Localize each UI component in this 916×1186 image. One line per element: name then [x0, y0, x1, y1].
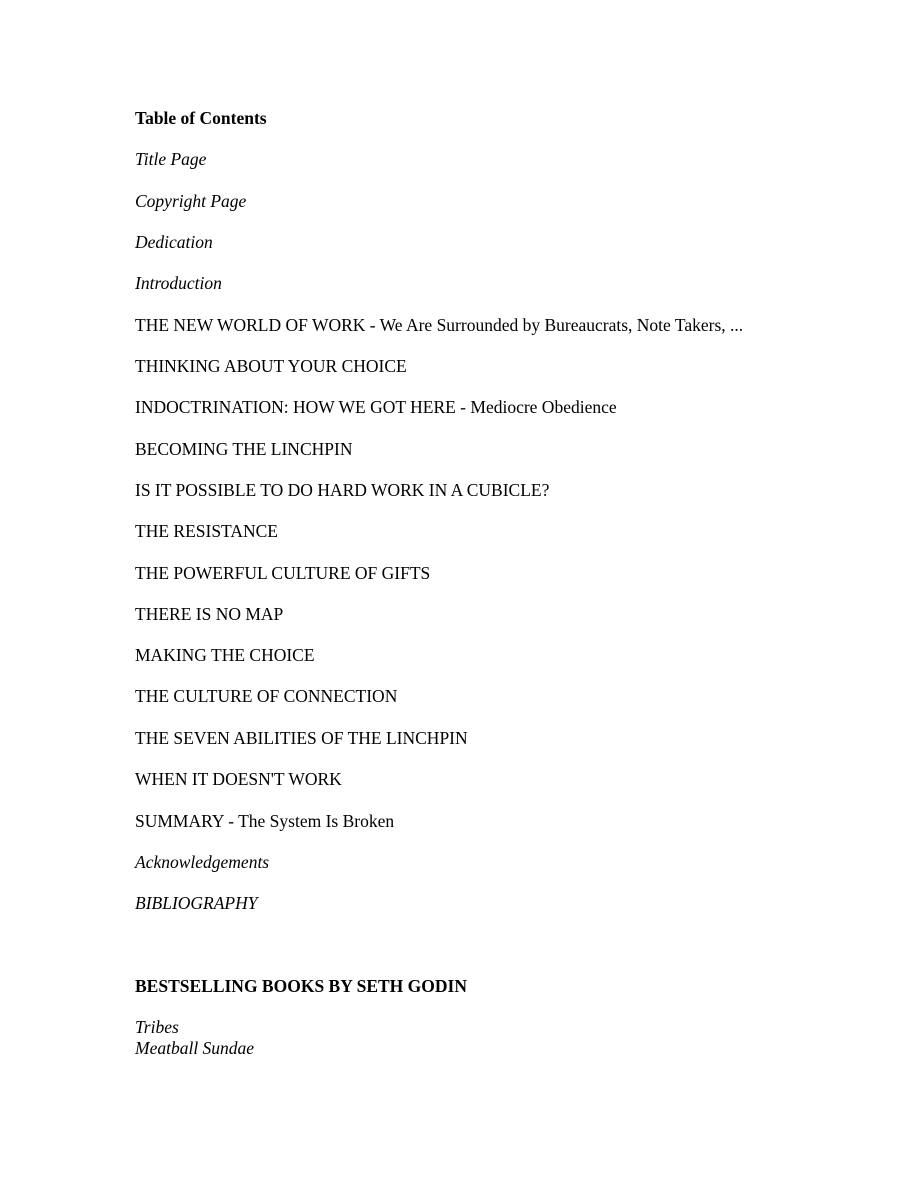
toc-entry-there-is-no-map[interactable]: THERE IS NO MAP	[135, 604, 284, 624]
toc-entry-hard-work-in-cubicle[interactable]: IS IT POSSIBLE TO DO HARD WORK IN A CUBICLE?	[135, 480, 550, 500]
bestselling-heading: BESTSELLING BOOKS BY SETH GODIN	[135, 976, 467, 996]
toc-entry-acknowledgements[interactable]: Acknowledgements	[135, 852, 270, 872]
toc-heading: Table of Contents	[135, 108, 267, 128]
toc-entry-dedication[interactable]: Dedication	[135, 232, 213, 252]
toc-entry-seven-abilities[interactable]: THE SEVEN ABILITIES OF THE LINCHPIN	[135, 728, 468, 748]
toc-entry-culture-of-connection[interactable]: THE CULTURE OF CONNECTION	[135, 686, 398, 706]
book-title-meatball-sundae: Meatball Sundae	[135, 1038, 255, 1058]
toc-entry-thinking-about-your-choice[interactable]: THINKING ABOUT YOUR CHOICE	[135, 356, 407, 376]
toc-entry-making-the-choice[interactable]: MAKING THE CHOICE	[135, 645, 315, 665]
toc-entry-title-page[interactable]: Title Page	[135, 149, 207, 169]
toc-entry-culture-of-gifts[interactable]: THE POWERFUL CULTURE OF GIFTS	[135, 563, 431, 583]
toc-entry-introduction[interactable]: Introduction	[135, 273, 222, 293]
toc-entry-indoctrination[interactable]: INDOCTRINATION: HOW WE GOT HERE - Mediocre Obedience	[135, 397, 617, 417]
toc-entry-bibliography[interactable]: BIBLIOGRAPHY	[135, 893, 258, 913]
toc-entry-copyright-page[interactable]: Copyright Page	[135, 191, 247, 211]
book-title-tribes: Tribes	[135, 1017, 179, 1037]
toc-entry-new-world-of-work[interactable]: THE NEW WORLD OF WORK - We Are Surrounded by Bureaucrats, Note Takers, ...	[135, 315, 744, 335]
toc-entry-summary[interactable]: SUMMARY - The System Is Broken	[135, 811, 395, 831]
toc-entry-when-it-doesnt-work[interactable]: WHEN IT DOESN'T WORK	[135, 769, 342, 789]
toc-entry-the-resistance[interactable]: THE RESISTANCE	[135, 521, 278, 541]
toc-entry-becoming-the-linchpin[interactable]: BECOMING THE LINCHPIN	[135, 439, 353, 459]
